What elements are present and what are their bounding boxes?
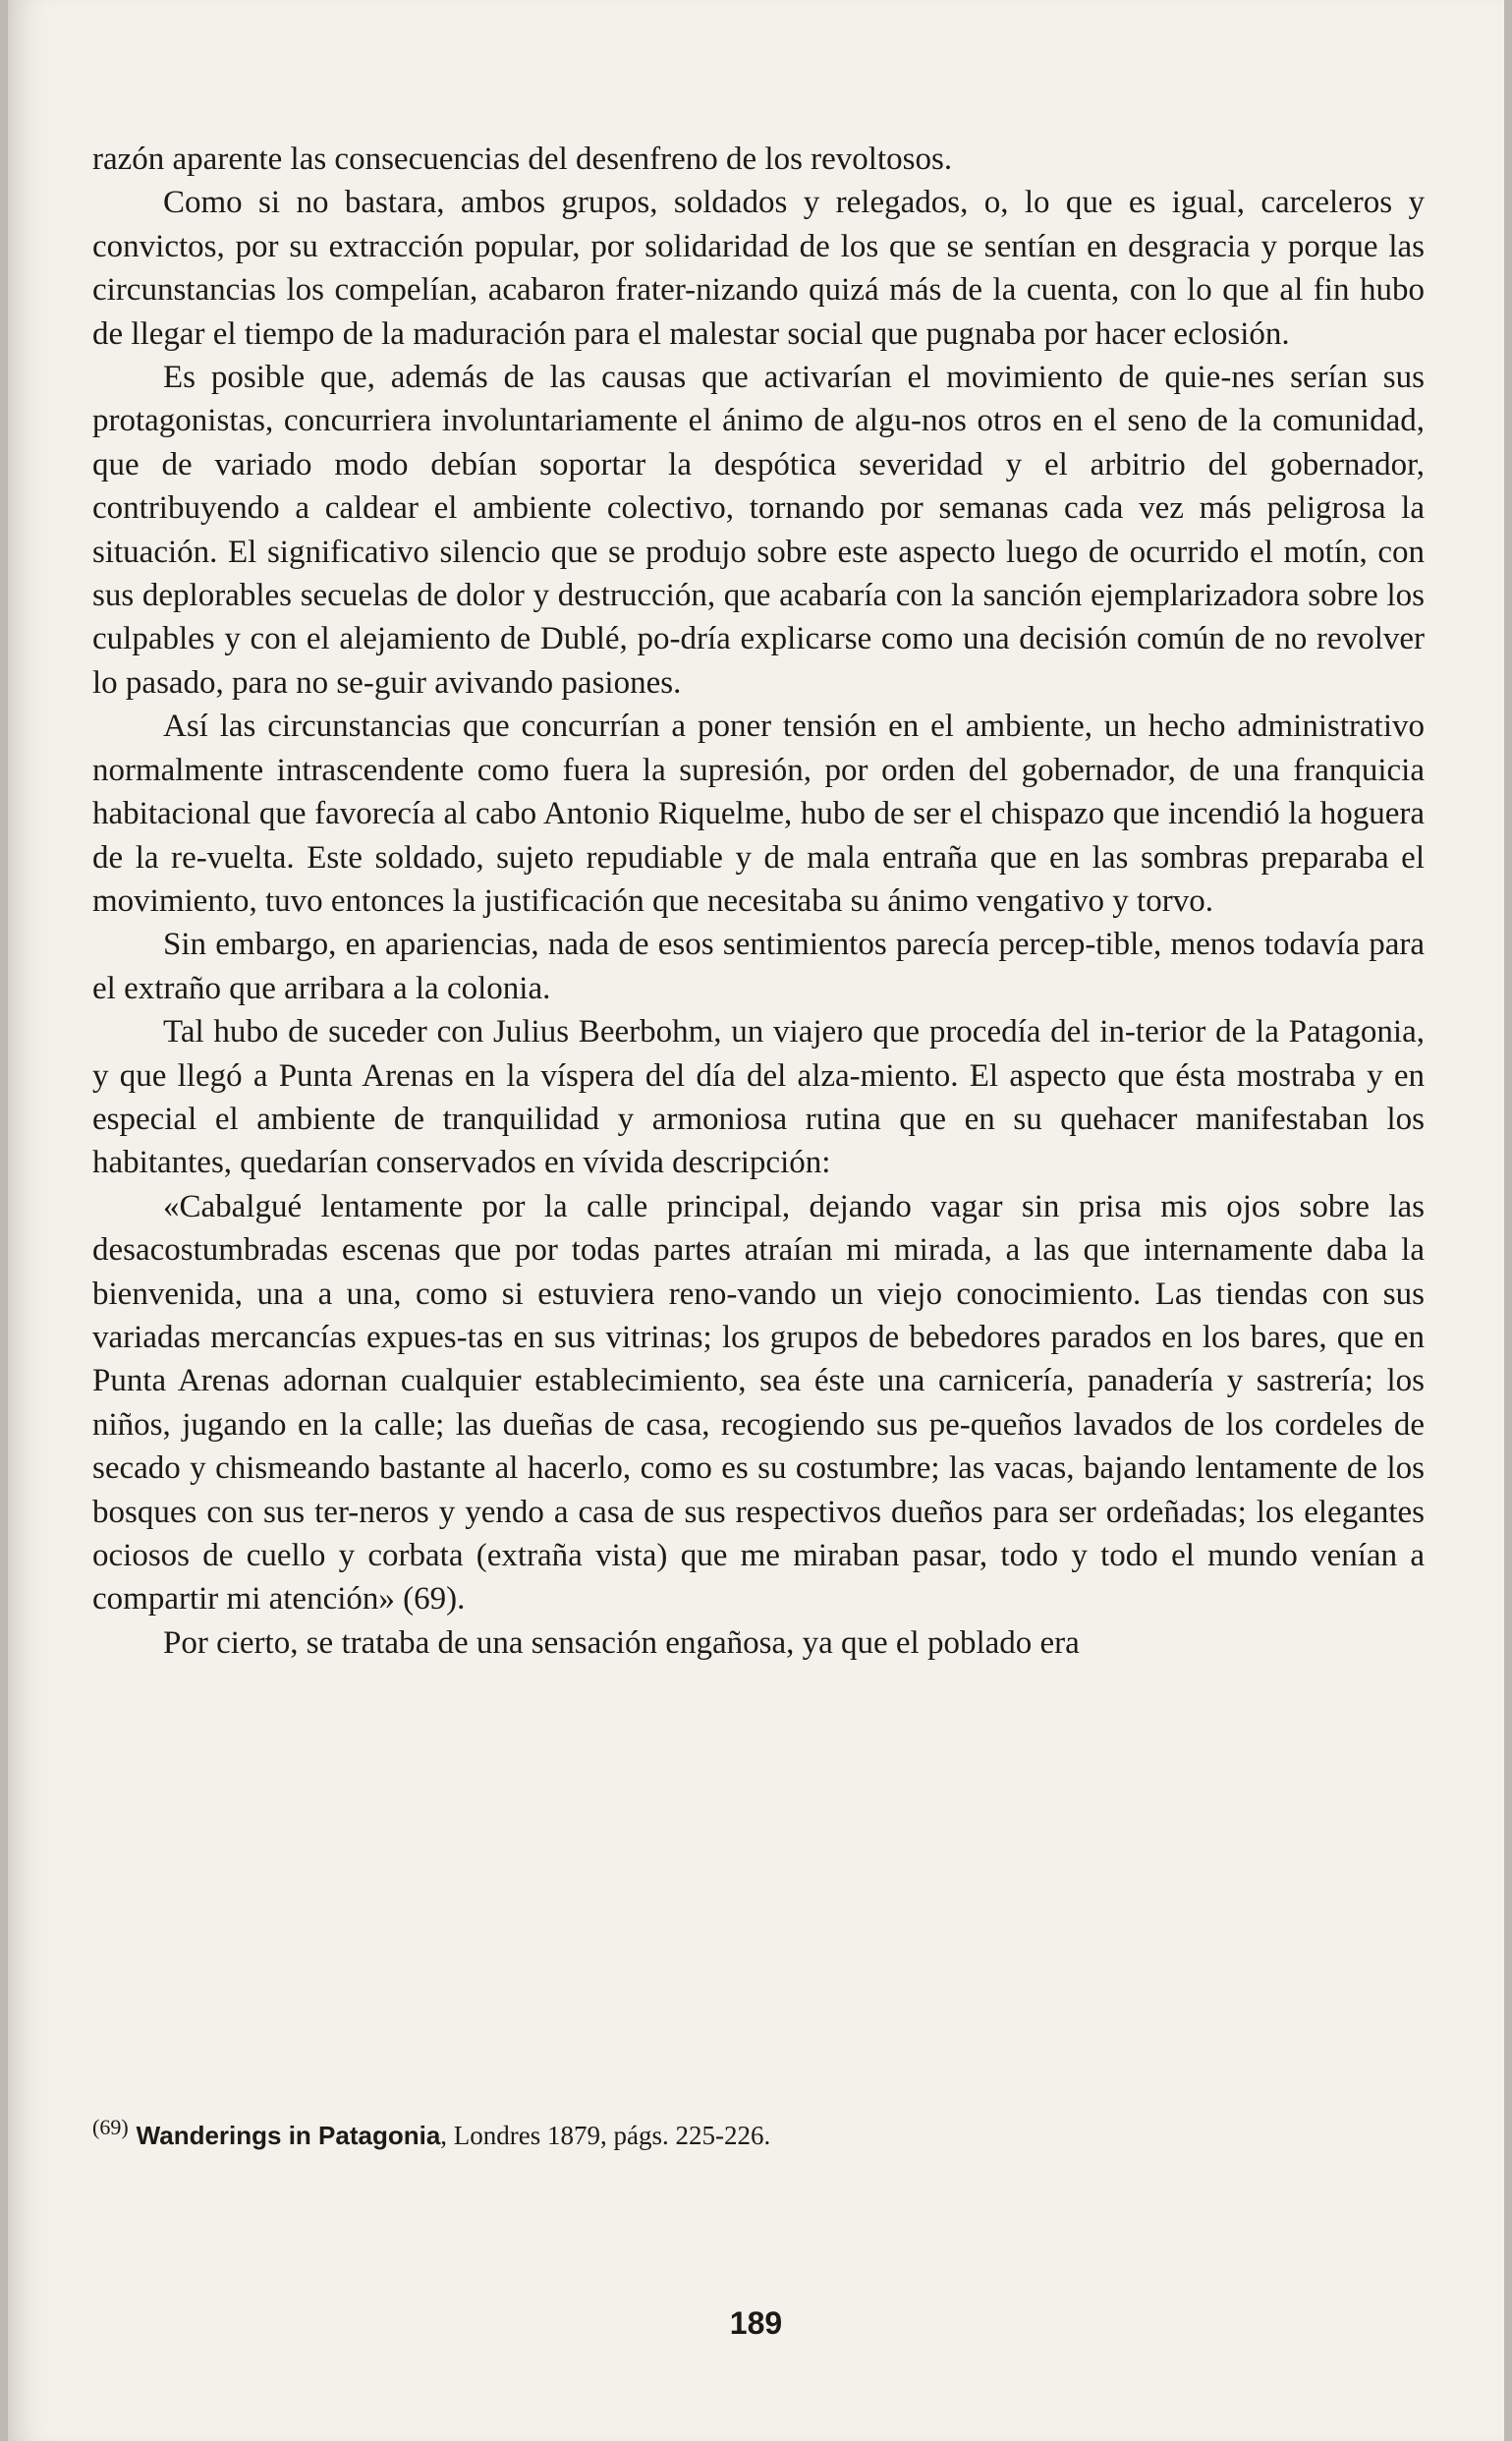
footnote-title: Wanderings in Patagonia (136, 2121, 441, 2150)
paragraph-2: Como si no bastara, ambos grupos, soldados y relegados, o, lo que es igual, carceleros y convictos, por su extracción popular, por solidaridad de los que se sentían en desgracia y porque las circunstancias los compelían, acabaron frater-nizando quizá más de la cuenta, con lo que al fin hubo de llegar el tiempo de la maduración para el malestar social que pugnaba por hacer eclosión. (92, 185, 1425, 352)
body-text (92, 138, 1425, 1665)
paragraph-8: Por cierto, se trataba de una sensación engañosa, ya que el poblado era (163, 1624, 1080, 1661)
paragraph-7-quote: «Cabalgué lentamente por la calle principal, dejando vagar sin prisa mis ojos sobre las desacostumbradas escenas que por todas partes atraían mi mirada, a las que internamente daba la bienvenida, una a una, como si estuviera reno-vando un viejo conocimiento. Las tiendas con sus variadas mercancías expues-tas en sus vitrinas; los grupos de bebedores parados en los bares, que en Punta Arenas adornan cualquier establecimiento, sea éste una carnicería, panadería y sastrería; los niños, jugando en la calle; las dueñas de casa, recogiendo sus pe-queños lavados de los cordeles de secado y chismeando bastante al hacerlo, como es su costumbre; las vacas, bajando lentamente de los bosques con sus ter-neros y yendo a casa de sus respectivos dueños para ser ordeñadas; los elegantes ociosos de cuello y corbata (extraña vista) que me miraban pasar, todo y todo el mundo venían a compartir mi atención» (69). (92, 1188, 1425, 1618)
footnote (92, 2115, 1425, 2151)
paragraph-4: Así las circunstancias que concurrían a poner tensión en el ambiente, un hecho administrativo normalmente intrascendente como fuera la supresión, por orden del gobernador, de una franquicia habitacional que favorecía al cabo Antonio Riquelme, hubo de ser el chispazo que incendió la hoguera de la re-vuelta. Este soldado, sujeto repudiable y de mala entraña que en las sombras preparaba el movimiento, tuvo entonces la justificación que necesitaba su ánimo vengativo y torvo. (92, 709, 1425, 919)
footnote-citation: , Londres 1879, págs. 225-226. (440, 2121, 771, 2150)
paragraph-3: Es posible que, además de las causas que activarían el movimiento de quie-nes serían sus protagonistas, concurriera involuntariamente el ánimo de algu-nos otros en el seno de la comunidad, que de variado modo debían soportar la despótica severidad y el arbitrio del gobernador, contribuyendo a caldear el ambiente colectivo, tornando por semanas cada vez más peligrosa la situación. El significativo silencio que se produjo sobre este aspecto luego de ocurrido el motín, con sus deplorables secuelas de dolor y destrucción, que acabaría con la sanción ejemplarizadora sobre los culpables y con el alejamiento de Dublé, po-dría explicarse como una decisión común de no revolver lo pasado, para no se-guir avivando pasiones. (92, 360, 1425, 701)
paragraph-6: Tal hubo de suceder con Julius Beerbohm, un viajero que procedía del in-terior de la Patagonia, y que llegó a Punta Arenas en la víspera del día del alza-miento. El aspecto que ésta mostraba y en especial el ambiente de tranquilidad y armoniosa rutina que en su quehacer manifestaban los habitantes, quedarían conservados en vívida descripción: (92, 1014, 1425, 1181)
footnote-number: (69) (92, 2115, 129, 2139)
book-page (8, 0, 1504, 2441)
paragraph-1: razón aparente las consecuencias del desenfreno de los revoltosos. (92, 142, 953, 177)
paragraph-5: Sin embargo, en apariencias, nada de esos sentimientos parecía percep-tible, menos todavía para el extraño que arribara a la colonia. (92, 927, 1425, 1006)
page-number: 189 (729, 2305, 783, 2341)
